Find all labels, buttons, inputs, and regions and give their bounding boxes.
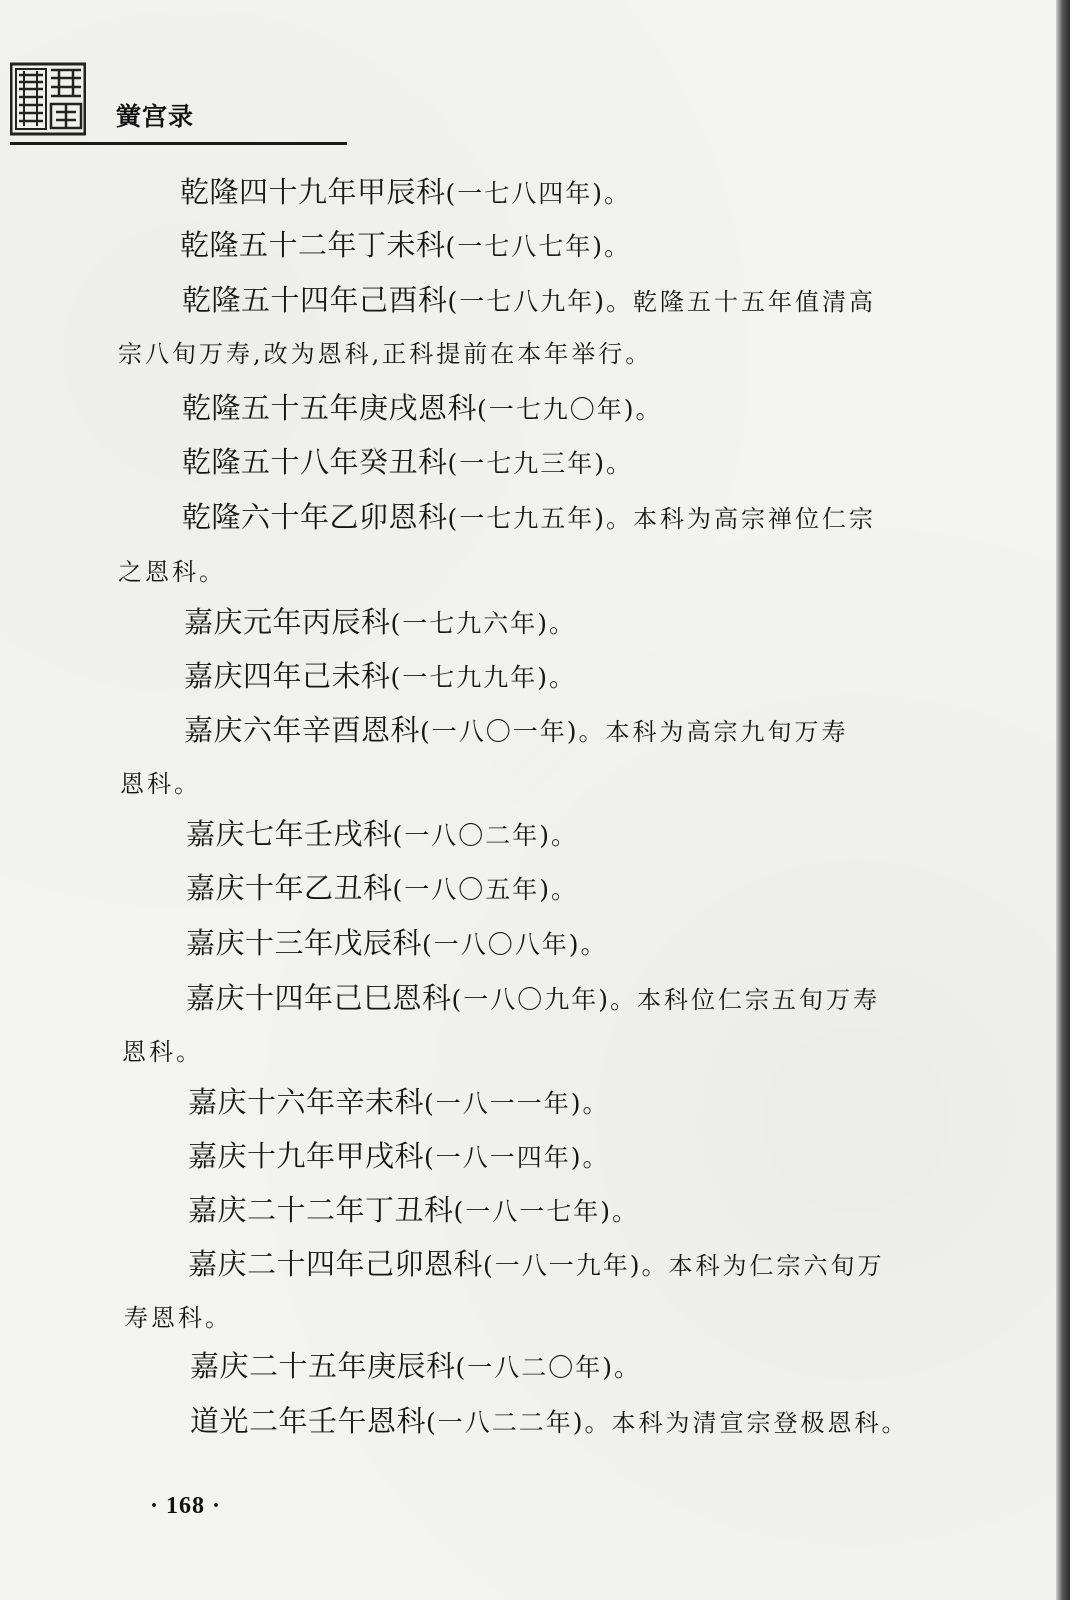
entry-main-text: 嘉庆十四年己巳恩科 [186, 981, 452, 1015]
entry-line [182, 445, 634, 479]
entry-main-text: 嘉庆二十四年己卯恩科 [188, 1247, 484, 1281]
entry-line [184, 605, 577, 639]
entry-year: (一七九九年)。 [390, 663, 577, 692]
entry-note: 本科为高宗禅位仁宗 [633, 505, 877, 533]
entry-main-text: 嘉庆十六年辛未科 [188, 1085, 425, 1119]
entry-main-text: 嘉庆十三年戊辰科 [186, 926, 423, 960]
entry-year: (一八一七年)。 [453, 1197, 640, 1226]
entry-year: (一八二〇年)。 [455, 1353, 642, 1382]
seal-logo-icon [10, 62, 86, 136]
entry-continuation: 之恩科。 [118, 558, 226, 586]
entry-note: 本科为高宗九旬万寿 [605, 718, 849, 746]
entry-line [188, 1193, 640, 1227]
entry-year: (一七九三年)。 [447, 449, 634, 478]
running-header-title: 黉宫录 [116, 102, 195, 131]
entry-line [182, 500, 877, 534]
entry-line [186, 817, 579, 851]
entry-line [190, 1404, 909, 1438]
entry-continuation: 宗八旬万寿,改为恩科,正科提前在本年举行。 [118, 340, 653, 368]
entry-main-text: 嘉庆四年己未科 [184, 659, 391, 693]
entry-line [188, 1247, 885, 1281]
entry-main-text: 嘉庆元年丙辰科 [184, 605, 391, 639]
entry-year: (一八〇八年)。 [422, 930, 608, 959]
entry-line [190, 1349, 642, 1383]
entry-year: (一八一九年)。 [483, 1251, 669, 1280]
entry-main-text: 嘉庆二十五年庚辰科 [190, 1349, 456, 1383]
entry-main-text: 乾隆五十五年庚戌恩科 [182, 391, 478, 425]
entry-note: 本科位仁宗五旬万寿 [637, 986, 881, 1014]
entry-year: (一八〇一年)。 [420, 717, 606, 746]
entry-main-text: 道光二年壬午恩科 [190, 1404, 427, 1438]
entry-line [180, 228, 632, 262]
entry-main-text: 嘉庆七年壬戌科 [186, 817, 393, 851]
entry-year: (一八〇二年)。 [392, 821, 579, 850]
entry-line [180, 175, 632, 209]
entry-main-text: 乾隆五十八年癸丑科 [182, 445, 448, 479]
entry-continuation: 恩科。 [120, 770, 201, 798]
page-number: · 168 · [150, 1493, 222, 1519]
entry-main-text: 乾隆五十四年己酉科 [182, 283, 448, 317]
entry-year: (一八一一年)。 [424, 1089, 610, 1118]
entry-year: (一七九六年)。 [390, 609, 577, 638]
entry-year: (一八〇九年)。 [451, 985, 638, 1014]
entry-main-text: 嘉庆六年辛酉恩科 [184, 713, 421, 747]
entry-note: 本科为仁宗六旬万 [668, 1252, 885, 1280]
entry-line [186, 871, 579, 905]
entry-line [186, 981, 881, 1015]
entry-year: (一七九五年)。 [447, 504, 634, 533]
entry-line [188, 1085, 610, 1119]
entry-main-text: 乾隆四十九年甲辰科 [180, 175, 446, 209]
entry-year: (一八一四年)。 [424, 1143, 610, 1172]
entry-year: (一八二二年)。 [426, 1408, 612, 1437]
entry-line [188, 1139, 610, 1173]
header-rule [10, 142, 347, 145]
entry-year: (一七九〇年)。 [477, 395, 663, 424]
entry-main-text: 乾隆五十二年丁未科 [180, 228, 446, 262]
page-edge-shadow [1056, 0, 1070, 1600]
entry-year: (一七八九年)。 [447, 287, 634, 316]
entry-main-text: 嘉庆十九年甲戌科 [188, 1139, 425, 1173]
entry-main-text: 嘉庆二十二年丁丑科 [188, 1193, 454, 1227]
entry-main-text: 嘉庆十年乙丑科 [186, 871, 393, 905]
entry-line [184, 659, 577, 693]
entry-line [182, 391, 663, 425]
entry-main-text: 乾隆六十年乙卯恩科 [182, 500, 448, 534]
entry-year: (一七八四年)。 [445, 179, 632, 208]
entry-year: (一八〇五年)。 [392, 875, 579, 904]
entry-note: 乾隆五十五年值清高 [633, 288, 877, 316]
entry-continuation: 恩科。 [122, 1038, 203, 1066]
entry-note: 本科为清宣宗登极恩科。 [611, 1409, 909, 1437]
entry-line [182, 283, 877, 317]
entry-line [186, 926, 608, 960]
entry-continuation: 寿恩科。 [124, 1304, 232, 1332]
entry-year: (一七八七年)。 [445, 232, 632, 261]
entry-line [184, 713, 849, 747]
